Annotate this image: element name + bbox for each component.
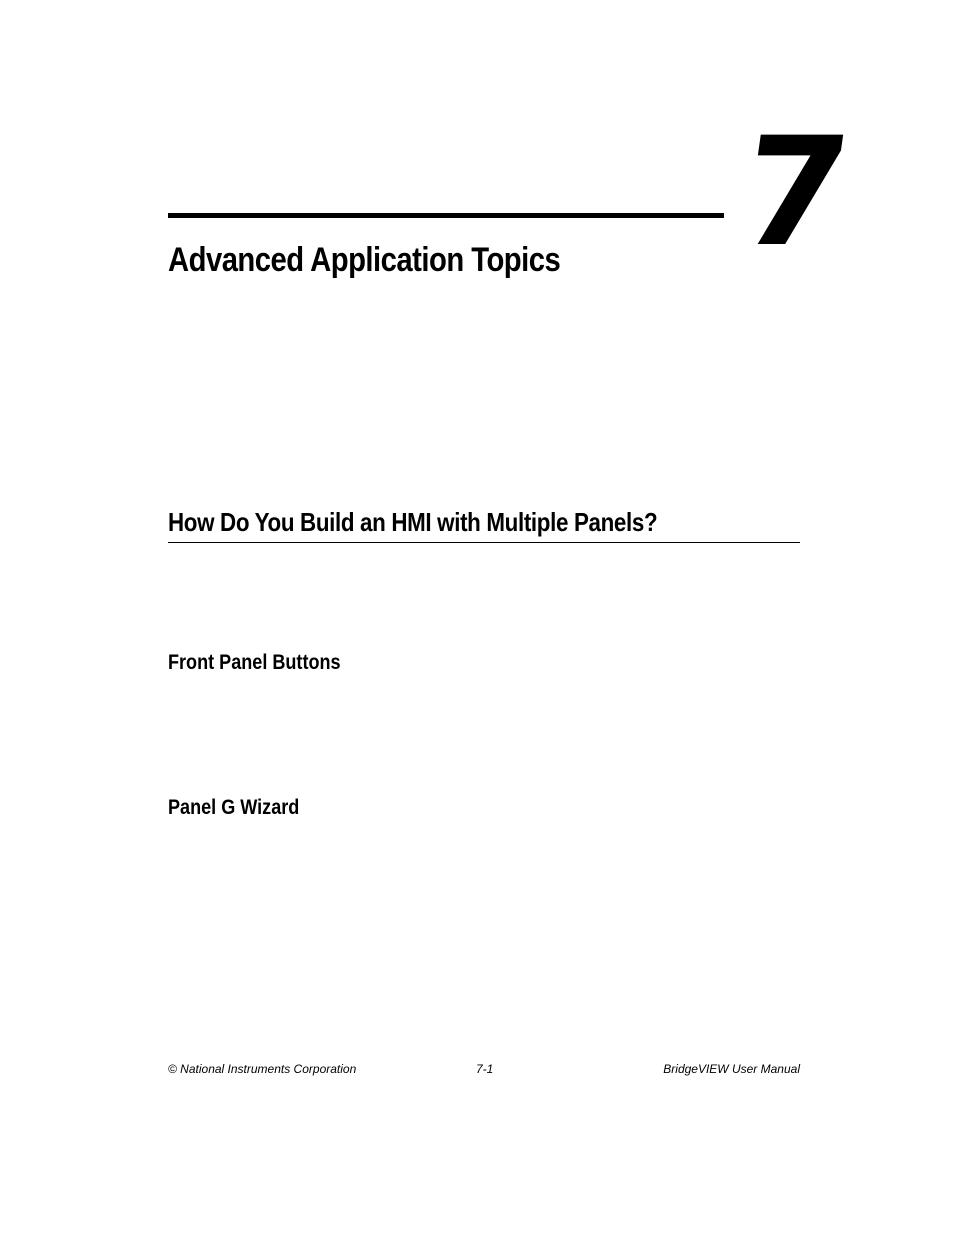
footer-manual-title: BridgeVIEW User Manual	[663, 1062, 800, 1076]
chapter-rule	[168, 213, 724, 218]
section-rule	[168, 542, 800, 543]
chapter-number: 7	[730, 106, 856, 280]
subsection-heading-panel-g-wizard: Panel G Wizard	[168, 796, 300, 819]
section-heading: How Do You Build an HMI with Multiple Panels?	[168, 507, 658, 537]
footer-page-number: 7-1	[476, 1062, 494, 1076]
chapter-title: Advanced Application Topics	[168, 241, 561, 279]
subsection-heading-front-panel-buttons: Front Panel Buttons	[168, 651, 341, 674]
footer-copyright: © National Instruments Corporation	[168, 1062, 357, 1076]
